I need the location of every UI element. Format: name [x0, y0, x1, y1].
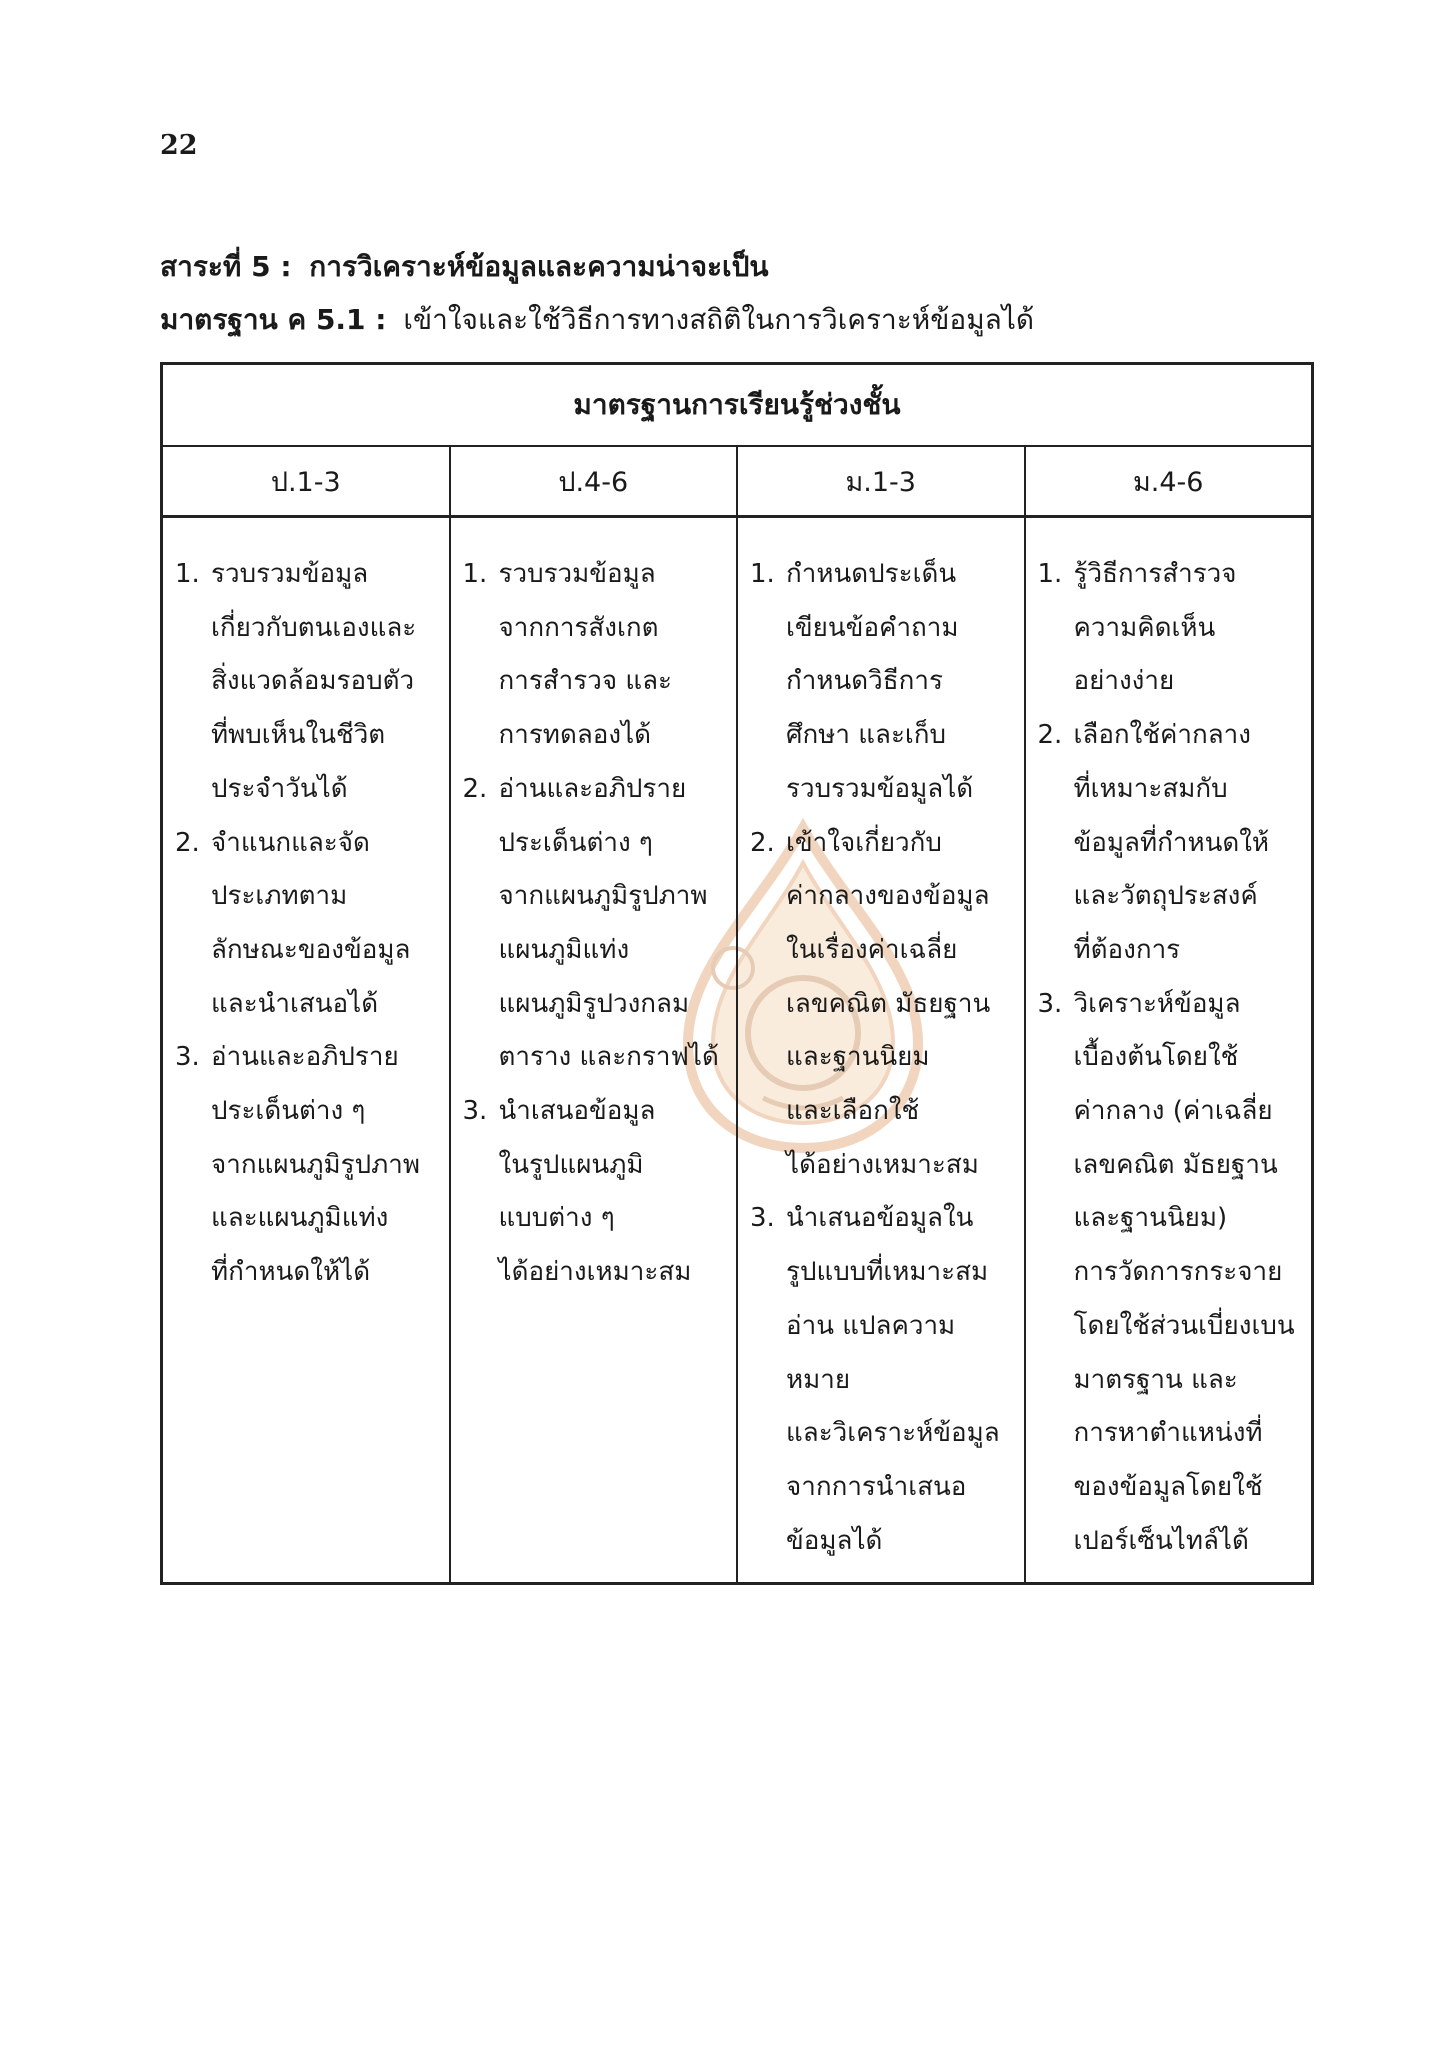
standard-item: [463, 763, 729, 1085]
grade-header: ม.1-3: [738, 447, 1026, 515]
standard-item: [175, 548, 441, 817]
grade-header: ป.4-6: [451, 447, 739, 515]
strand-label: สาระที่ 5 :: [160, 250, 292, 283]
item-text: นำเสนอข้อมูล ในรูปแผนภูมิ แบบต่าง ๆ ได้อย่างเหมาะสม: [498, 1096, 692, 1288]
standard-item: [175, 817, 441, 1032]
item-number: 3.: [750, 1203, 775, 1234]
item-number: 3.: [1037, 988, 1063, 1019]
standard-heading: [160, 298, 1034, 342]
standard-item: [750, 548, 1016, 817]
item-text: อ่านและอภิปราย ประเด็นต่าง ๆ จากแผนภูมิรูปภาพ แผนภูมิแท่ง แผนภูมิรูปวงกลม ตาราง และกราฟได้: [498, 773, 719, 1073]
column-grade-m1-3: [738, 518, 1026, 1584]
item-text: อ่านและอภิปราย ประเด็นต่าง ๆ จากแผนภูมิรูปภาพ และแผนภูมิแท่ง ที่กำหนดให้ได้: [211, 1042, 420, 1288]
grade-header: ม.4-6: [1133, 466, 1204, 498]
item-text: รู้วิธีการสำรวจ ความคิดเห็น อย่างง่าย: [1073, 559, 1237, 697]
item-text: รวบรวมข้อมูล เกี่ยวกับตนเองและ สิ่งแวดล้อมรอบตัว ที่พบเห็นในชีวิต ประจำวันได้: [211, 559, 417, 804]
strand-title: การวิเคราะห์ข้อมูลและความน่าจะเป็น: [309, 250, 769, 283]
item-text: วิเคราะห์ข้อมูล เบื้องต้นโดยใช้ ค่ากลาง (ค่าเฉลี่ย เลขคณิต มัธยฐาน และฐานนิยม) การวัดการกระจาย โดยใช้ส่วนเบี่ยงเบน มาตรฐาน และ การหาตำแหน่งที่ ของข้อมูลโดยใช้ เปอร์เซ็นไทล์ได้: [1073, 988, 1295, 1556]
item-text: เข้าใจเกี่ยวกับ ค่ากลางของข้อมูล ในเรื่องค่าเฉลี่ย เลขคณิต มัธยฐาน และฐานนิยม และเลือกใช้ ได้อย่างเหมาะสม: [786, 827, 991, 1180]
standard-item: [175, 1031, 441, 1300]
item-text: นำเสนอข้อมูลใน รูปแบบที่เหมาะสม อ่าน แปลความหมาย และวิเคราะห์ข้อมูล จากการนำเสนอ ข้อมูลได้: [786, 1203, 1000, 1556]
standard-item: [750, 1192, 1016, 1568]
column-grade-p1-3: [163, 518, 451, 1584]
standard-text: เข้าใจและใช้วิธีการทางสถิติในการวิเคราะห์ข้อมูลได้: [403, 303, 1035, 336]
grade-header-row: [163, 447, 1311, 518]
column-grade-m4-6: [1026, 518, 1312, 1584]
item-number: 2.: [1037, 720, 1063, 751]
item-number: 1.: [1037, 559, 1063, 589]
standard-item: [1038, 709, 1304, 978]
standard-label: มาตรฐาน ค 5.1 :: [160, 303, 387, 336]
item-number: 2.: [750, 827, 775, 858]
item-text: กำหนดประเด็น เขียนข้อคำถาม กำหนดวิธีการ ศึกษา และเก็บ รวบรวมข้อมูลได้: [786, 559, 974, 804]
item-number: 3.: [175, 1042, 200, 1073]
page-number: 22: [160, 130, 198, 161]
table-title: มาตรฐานการเรียนรู้ช่วงชั้น: [163, 365, 1311, 447]
standard-item: [463, 548, 729, 763]
column-grade-p4-6: [451, 518, 739, 1584]
item-text: รวบรวมข้อมูล จากการสังเกต การสำรวจ และ การทดลองได้: [498, 559, 672, 751]
grade-header: ป.1-3: [163, 447, 451, 515]
item-number: 3.: [462, 1096, 488, 1127]
standards-body-row: [163, 518, 1311, 1584]
item-text: เลือกใช้ค่ากลาง ที่เหมาะสมกับ ข้อมูลที่กำหนดให้ และวัตถุประสงค์ ที่ต้องการ: [1073, 720, 1270, 965]
item-number: 2.: [462, 773, 488, 804]
item-number: 1.: [175, 559, 200, 589]
item-number: 2.: [175, 827, 200, 858]
item-number: 1.: [750, 559, 775, 589]
strand-heading: [160, 245, 769, 289]
standard-item: [1038, 978, 1304, 1569]
standard-item: [750, 817, 1016, 1193]
standard-item: [1038, 548, 1304, 709]
item-number: 1.: [462, 559, 488, 589]
standard-item: [463, 1085, 729, 1300]
learning-standards-table: [160, 362, 1314, 1585]
item-text: จำแนกและจัด ประเภทตาม ลักษณะของข้อมูล และนำเสนอได้: [211, 827, 411, 1019]
